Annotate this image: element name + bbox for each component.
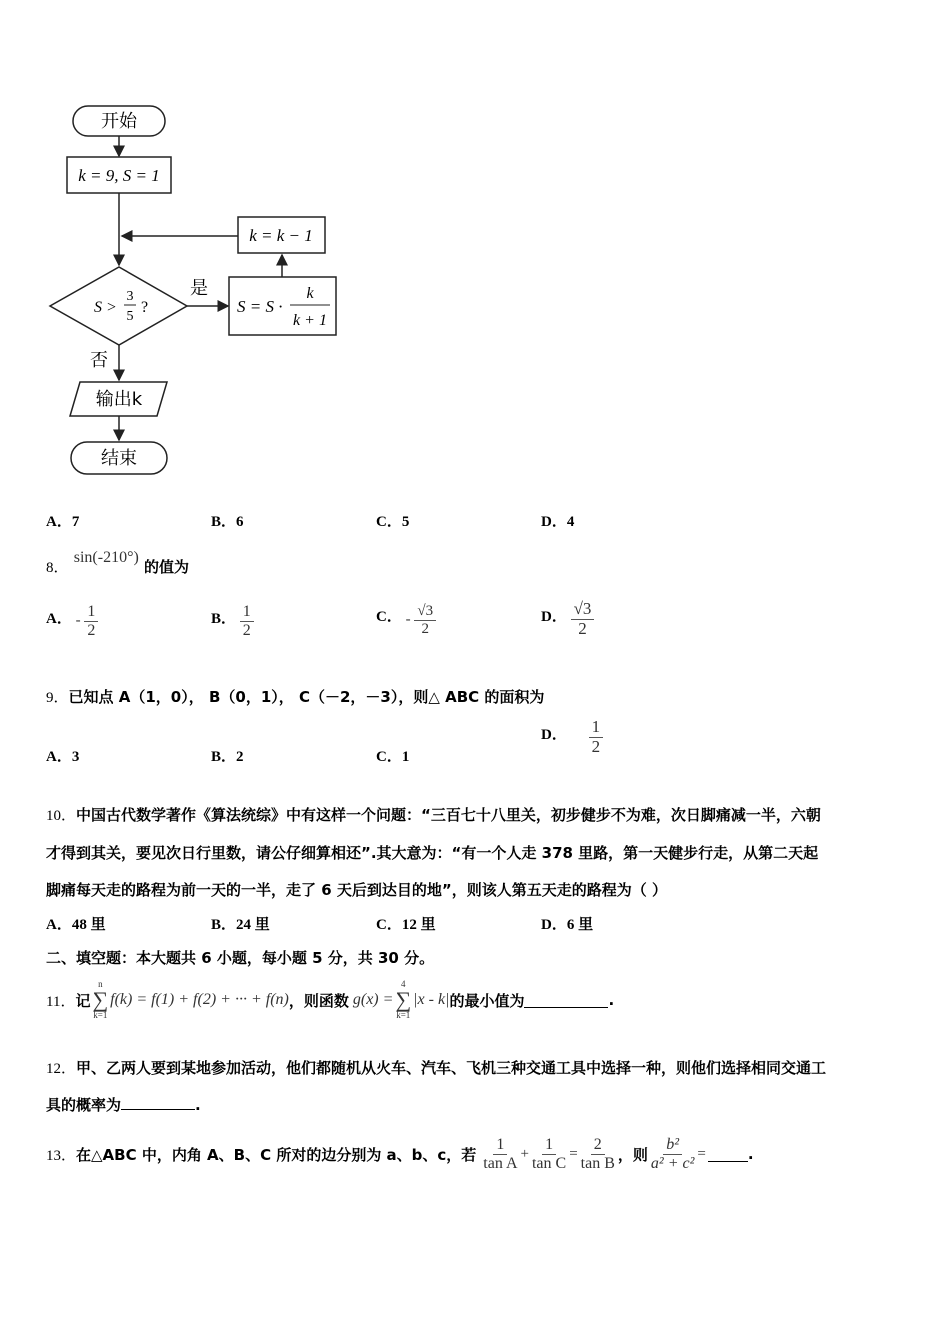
flow-condition-num: 3	[126, 289, 134, 304]
q9-stem	[46, 686, 544, 707]
q8-option-c[interactable]: C． - $\frac{√3}{2}$	[376, 603, 436, 637]
q8-expr: sin(-210°)	[73, 549, 139, 566]
flow-decrement-label: k = k − 1	[249, 226, 313, 245]
q9-number: 9．	[46, 690, 69, 706]
flow-end-label: 结束	[101, 448, 137, 469]
q10-option-c[interactable]: C．12 里	[376, 917, 436, 933]
section2-heading: 二、填空题：本大题共 6 小题，每小题 5 分，共 30 分。	[46, 949, 435, 967]
q8-stem	[46, 546, 190, 576]
q10-number: 10．	[46, 808, 77, 824]
q11-number: 11．	[46, 993, 76, 1010]
q13-number: 13．	[46, 1147, 77, 1164]
q11-answer-blank[interactable]	[524, 993, 608, 1008]
q7-option-d[interactable]: D．4	[541, 514, 575, 530]
q8-option-a[interactable]: A． - $\frac{1}{2}$	[46, 603, 98, 639]
flow-update-num: k	[306, 285, 314, 302]
q10-option-a[interactable]: A．48 里	[46, 917, 106, 933]
q12-line2: 具的概率为 .	[46, 1096, 201, 1114]
q8-option-b[interactable]: B． $\frac{1}{2}$	[211, 603, 254, 639]
q11-sum2: 4 ∑ k=1	[395, 979, 412, 1020]
q7-option-a[interactable]: A．7	[46, 514, 80, 530]
flow-condition-q: ?	[141, 299, 149, 316]
q7-option-c[interactable]: C．5	[376, 514, 410, 530]
q9-option-d[interactable]: D． $\frac{1}{2}$	[541, 718, 603, 756]
q10-option-b[interactable]: B．24 里	[211, 917, 270, 933]
flow-update-den: k + 1	[293, 312, 327, 329]
flow-start-label: 开始	[101, 111, 137, 132]
q9-option-b[interactable]: B．2	[211, 749, 244, 765]
flow-condition-s: S >	[94, 299, 117, 316]
q9-text: 已知点 A（1，0）， B（0，1）， C（－2，－3），则△ ABC 的面积为	[68, 688, 545, 706]
q11-sum1: n ∑ k=1	[92, 979, 109, 1020]
q10-option-d[interactable]: D．6 里	[541, 917, 594, 933]
q13-answer-blank[interactable]	[708, 1147, 748, 1162]
flow-condition	[50, 267, 187, 345]
q12-number: 12．	[46, 1061, 77, 1077]
q8-number: 8．	[46, 560, 69, 576]
q13-stem: 13． 在△ABC 中，内角 A、B、C 所对的边分别为 a、b、c，若 $\frac{1}{\text{tan A}}$ + $\frac{1}{\text{tan C}}$ = $\frac{2}{\text{tan B}}$ ，则 $\frac{\text{b²}}{\text{a² + c²}}$ = .	[46, 1135, 754, 1172]
q10-line2: 才得到其关，要见次日行里数，请公仔细算相还”.其大意为：“有一个人走 378 里路，第一天健步行走，从第二天起	[46, 844, 819, 862]
q12-line1: 12．甲、乙两人要到某地参加活动，他们都随机从火车、汽车、飞机三种交通工具中选择一种，则他们选择相同交通工	[46, 1059, 827, 1077]
flow-output-label: 输出k	[95, 389, 143, 410]
q8-option-d[interactable]: D． $\frac{√3}{2}$	[541, 600, 594, 638]
q10-line3: 脚痛每天走的路程为前一天的一半，走了 6 天后到达目的地”，则该人第五天走的路程为（ ）	[46, 881, 667, 899]
flow-update-s: S = S ·	[237, 297, 283, 316]
q7-option-b[interactable]: B．6	[211, 514, 244, 530]
q9-option-a[interactable]: A．3	[46, 749, 80, 765]
q9-option-c[interactable]: C．1	[376, 749, 410, 765]
q11-stem: 11． 记 n ∑ k=1 f(k) = f(1) + f(2) + ··· + f(n) ，则函数 g(x) = 4 ∑ k=1 |x - k| 的最小值为 .	[46, 979, 615, 1020]
flow-init-label: k = 9, S = 1	[78, 166, 160, 185]
q8-text: 的值为	[144, 558, 190, 576]
flow-yes-label: 是	[190, 278, 208, 299]
flow-no-label: 否	[90, 350, 108, 371]
flowchart	[40, 100, 350, 485]
q10-line1: 10．中国古代数学著作《算法统综》中有这样一个问题：“三百七十八里关，初步健步不为难，次日脚痛减一半，六朝	[46, 806, 821, 824]
q12-answer-blank[interactable]	[121, 1095, 195, 1110]
flow-condition-den: 5	[126, 309, 134, 324]
